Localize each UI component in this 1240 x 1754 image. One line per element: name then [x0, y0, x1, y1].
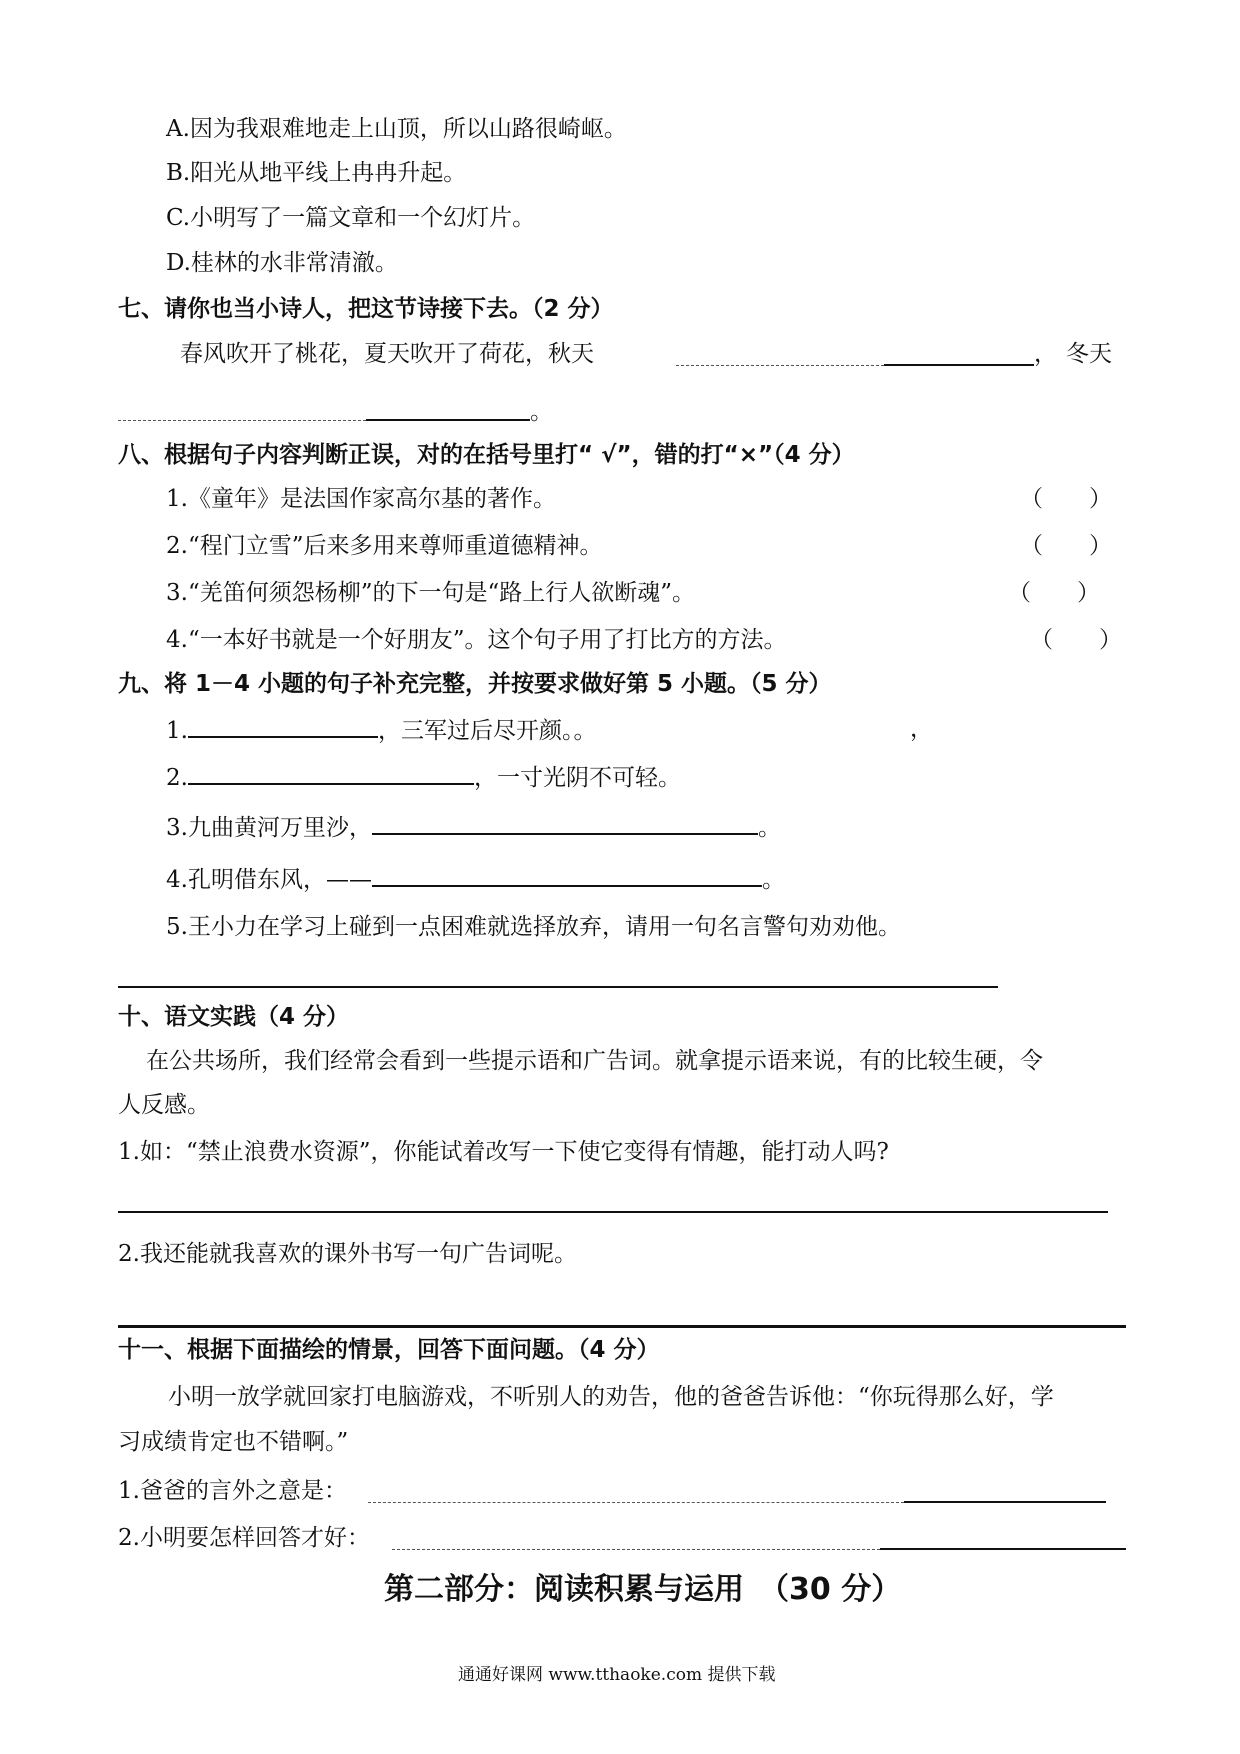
q9-item-2: 2. ，一寸光阴不可轻。: [166, 761, 681, 793]
option-a: A.因为我艰难地走上山顶，所以山路很崎岖。: [166, 116, 627, 142]
part-two-title: 第二部分：阅读积累与运用 （30 分）: [384, 1572, 902, 1607]
q7-blank-winter-dashed[interactable]: [118, 420, 366, 421]
q7-winter: 冬天: [1066, 341, 1112, 367]
q11-answer-2[interactable]: [880, 1548, 1126, 1550]
q11-answer-1-dashed[interactable]: [368, 1502, 904, 1503]
q9-answer-line-5[interactable]: [118, 986, 998, 988]
q9-blank-4[interactable]: [372, 863, 762, 887]
q11-item-1: 1.爸爸的言外之意是：: [118, 1478, 347, 1504]
q8-item-2: 2.“程门立雪”后来多用来尊师重道德精神。: [166, 533, 603, 559]
q7-line-a: 春风吹开了桃花，夏天吹开了荷花，秋天: [180, 341, 594, 367]
q9-item-1: 1. ，三军过后尽开颜。。: [166, 714, 596, 746]
q11-answer-2-dashed[interactable]: [392, 1549, 880, 1550]
q11-para-line-1: 小明一放学就回家打电脑游戏，不听别人的劝告，他的爸爸告诉他：“你玩得那么好，学: [168, 1384, 1054, 1410]
q9-blank-3[interactable]: [372, 811, 758, 835]
q7-heading: 七、请你也当小诗人，把这节诗接下去。（2 分）: [118, 296, 614, 322]
q10-para-line-1: 在公共场所，我们经常会看到一些提示语和广告词。就拿提示语来说，有的比较生硬，令: [146, 1048, 1043, 1074]
q8-item-4: 4.“一本好书就是一个好朋友”。这个句子用了打比方的方法。: [166, 627, 787, 653]
q7-comma: ，: [1034, 341, 1057, 367]
q10-heading: 十、语文实践（4 分）: [118, 1004, 350, 1030]
q8-answer-2[interactable]: （ ）: [1020, 533, 1112, 559]
option-c: C.小明写了一篇文章和一个幻灯片。: [166, 205, 536, 231]
footer-source: 通通好课网 www.tthaoke.com 提供下载: [458, 1665, 776, 1685]
q10-item-1: 1.如：“禁止浪费水资源”，你能试着改写一下使它变得有情趣，能打动人吗?: [118, 1139, 889, 1165]
q9-item-3: 3.九曲黄河万里沙， 。: [166, 811, 781, 843]
q10-item-2: 2.我还能就我喜欢的课外书写一句广告词呢。: [118, 1241, 577, 1267]
q9-item-4: 4.孔明借东风，—— 。: [166, 863, 785, 895]
option-d: D.桂林的水非常清澈。: [166, 250, 398, 276]
q11-heading: 十一、根据下面描绘的情景，回答下面问题。（4 分）: [118, 1337, 660, 1363]
q7-end: 。: [530, 399, 553, 425]
q10-answer-line-2[interactable]: [118, 1325, 1126, 1328]
q9-stray-comma: ，: [910, 716, 933, 742]
option-b: B.阳光从地平线上冉冉升起。: [166, 160, 467, 186]
q11-para-line-2: 习成绩肯定也不错啊。”: [118, 1429, 349, 1455]
q7-blank-autumn-dashed[interactable]: [676, 365, 884, 366]
q10-answer-line-1[interactable]: [118, 1211, 1108, 1213]
q9-item-5: 5.王小力在学习上碰到一点困难就选择放弃，请用一句名言警句劝劝他。: [166, 914, 901, 940]
q8-answer-4[interactable]: （ ）: [1030, 627, 1122, 653]
q8-heading: 八、根据句子内容判断正误，对的在括号里打“ √”，错的打“×”（4 分）: [118, 442, 855, 468]
q8-answer-1[interactable]: （ ）: [1020, 486, 1112, 512]
q9-heading: 九、将 1－4 小题的句子补充完整，并按要求做好第 5 小题。（5 分）: [118, 671, 832, 697]
q9-blank-2[interactable]: [188, 761, 474, 785]
q11-answer-1[interactable]: [904, 1501, 1106, 1503]
q10-para-line-2: 人反感。: [118, 1092, 210, 1118]
q7-blank-winter[interactable]: [366, 419, 530, 421]
q8-answer-3[interactable]: （ ）: [1008, 580, 1100, 606]
q8-item-3: 3.“羌笛何须怨杨柳”的下一句是“路上行人欲断魂”。: [166, 580, 695, 606]
q9-blank-1[interactable]: [188, 714, 378, 738]
q7-blank-autumn[interactable]: [884, 364, 1034, 366]
q11-item-2: 2.小明要怎样回答才好：: [118, 1525, 370, 1551]
q8-item-1: 1.《童年》是法国作家高尔基的著作。: [166, 486, 556, 512]
